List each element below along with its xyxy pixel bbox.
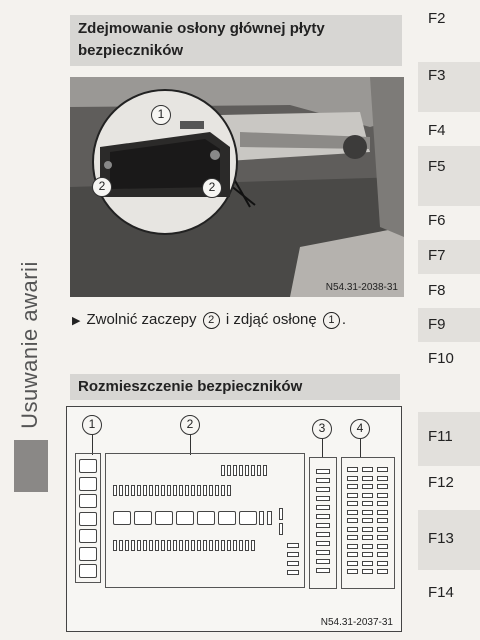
fuse (362, 493, 373, 498)
instruction-ref-circle: 2 (203, 312, 220, 329)
fuse (347, 569, 358, 574)
maxi-fuse (197, 511, 215, 525)
diagram-callout: 3 (312, 419, 332, 439)
fuse (377, 484, 388, 489)
fuse (377, 467, 388, 472)
fuse (347, 467, 358, 472)
fuse (185, 485, 189, 496)
maxi-fuse (218, 511, 236, 525)
callout-leader (360, 439, 361, 457)
relay (79, 529, 97, 543)
relay (79, 564, 97, 578)
fuse (173, 540, 177, 551)
fuse (287, 552, 299, 557)
fuse (161, 485, 165, 496)
fuse (287, 561, 299, 566)
fuse (347, 527, 358, 532)
maxi-fuse (176, 511, 194, 525)
fuse (173, 485, 177, 496)
maxi-fuse (239, 511, 257, 525)
fuse (203, 540, 207, 551)
fuse (221, 485, 225, 496)
fuse (143, 485, 147, 496)
fuse (149, 540, 153, 551)
bullet-triangle-icon: ▶ (72, 315, 81, 327)
fuse (221, 540, 225, 551)
fuse (377, 527, 388, 532)
fuse (347, 544, 358, 549)
fuse (239, 540, 243, 551)
fuse (179, 540, 183, 551)
fuse (362, 476, 373, 481)
fuse (316, 469, 330, 474)
fuse (279, 508, 283, 520)
fuse-tab[interactable]: F4 (428, 122, 446, 139)
fuse (316, 559, 330, 564)
fuse-tab[interactable]: F2 (428, 10, 446, 27)
fuse (377, 544, 388, 549)
fuse (227, 540, 231, 551)
fuse-tab[interactable]: F10 (428, 350, 454, 367)
fuse (137, 540, 141, 551)
fuse-tab[interactable]: F8 (428, 282, 446, 299)
fuse (362, 527, 373, 532)
fuse (347, 552, 358, 557)
fuse (377, 535, 388, 540)
relay (79, 459, 97, 473)
fuse (377, 501, 388, 506)
fuse (347, 484, 358, 489)
section-title-fuse-layout: Rozmieszczenie bezpieczników (70, 374, 400, 400)
fuse (239, 465, 243, 476)
fuse-layout-diagram (66, 406, 402, 632)
fuse (167, 540, 171, 551)
fuse (155, 485, 159, 496)
fuse (362, 552, 373, 557)
fuse (131, 540, 135, 551)
fuse (155, 540, 159, 551)
fuse (119, 540, 123, 551)
fuse (215, 485, 219, 496)
relay (79, 477, 97, 491)
fuse-index-column (418, 0, 480, 640)
fuse (316, 550, 330, 555)
fuse (316, 478, 330, 483)
photo-callout: 2 (202, 178, 222, 198)
fuse (245, 540, 249, 551)
fuse (113, 485, 117, 496)
callout-leader (322, 439, 323, 457)
fuse (362, 569, 373, 574)
fuse (131, 485, 135, 496)
fuse (267, 511, 272, 525)
fuse (362, 501, 373, 506)
instruction-line (72, 311, 346, 329)
fuse-tab[interactable]: F7 (418, 240, 480, 274)
fuse-tab[interactable]: F5 (418, 146, 480, 206)
maxi-fuse (113, 511, 131, 525)
fuse (179, 485, 183, 496)
section-side-label (10, 255, 50, 435)
fuse (347, 476, 358, 481)
photo-callout: 1 (151, 105, 171, 125)
fuse (161, 540, 165, 551)
fuse (287, 543, 299, 548)
callout-leader (190, 435, 191, 455)
diagram-callout: 4 (350, 419, 370, 439)
fuse (362, 484, 373, 489)
fuse (377, 569, 388, 574)
fuse (377, 476, 388, 481)
fuse (347, 535, 358, 540)
maxi-fuse (134, 511, 152, 525)
diagram-callout: 1 (82, 415, 102, 435)
fuse (377, 518, 388, 523)
fuse (263, 465, 267, 476)
fuse-tab[interactable]: F3 (418, 62, 480, 112)
fuse (347, 501, 358, 506)
fuse (316, 532, 330, 537)
fuse (316, 505, 330, 510)
fuse (227, 465, 231, 476)
fuse (377, 561, 388, 566)
fuse (143, 540, 147, 551)
fuse (347, 510, 358, 515)
callout-leader (92, 435, 93, 455)
fuse (203, 485, 207, 496)
fuse (167, 485, 171, 496)
fuse (191, 485, 195, 496)
photo-reference-code: N54.31-2038-31 (325, 282, 398, 293)
fuse (316, 568, 330, 573)
fuse (197, 485, 201, 496)
fuse (287, 570, 299, 575)
fuse (233, 465, 237, 476)
fuse-tab[interactable]: F11 (418, 412, 480, 466)
relay (79, 512, 97, 526)
fuse (316, 514, 330, 519)
dashboard-photo-drawing (70, 77, 404, 297)
relay (79, 547, 97, 561)
fuse (119, 485, 123, 496)
fuse-tab[interactable]: F9 (418, 308, 480, 342)
fuse (377, 493, 388, 498)
fuse-tab[interactable]: F6 (428, 212, 446, 229)
fuse-tab[interactable]: F14 (428, 584, 454, 601)
fuse (113, 540, 117, 551)
fuse (362, 518, 373, 523)
fuse (191, 540, 195, 551)
fuse (347, 561, 358, 566)
fuse (316, 496, 330, 501)
instruction-ref-circle: 1 (323, 312, 340, 329)
instruction-prefix: Zwolnić zaczepy (86, 311, 197, 328)
fuse (362, 544, 373, 549)
fuse-tab[interactable]: F13 (418, 510, 480, 570)
fuse (209, 485, 213, 496)
fuse (197, 540, 201, 551)
relay (79, 494, 97, 508)
maxi-fuse (155, 511, 173, 525)
fuse (347, 493, 358, 498)
fuse (362, 510, 373, 515)
fuse (362, 561, 373, 566)
instruction-suffix: . (341, 311, 347, 328)
section-side-label-text: Usuwanie awarii (17, 261, 42, 429)
diagram-reference-code: N54.31-2037-31 (320, 617, 393, 628)
photo-callout: 2 (92, 177, 112, 197)
fuse (125, 485, 129, 496)
fuse-tab[interactable]: F12 (428, 474, 454, 491)
fuse (185, 540, 189, 551)
fuse (316, 523, 330, 528)
fuse (215, 540, 219, 551)
fuse (377, 510, 388, 515)
fuse (233, 540, 237, 551)
instruction-middle: i zdjąć osłonę (225, 311, 317, 328)
fuse (209, 540, 213, 551)
fuse (347, 518, 358, 523)
fuse (316, 541, 330, 546)
fuse (316, 487, 330, 492)
fuse (245, 465, 249, 476)
diagram-callout: 2 (180, 415, 200, 435)
fuse (227, 485, 231, 496)
section-thumb-tab (14, 440, 48, 492)
dashboard-photo (70, 77, 404, 297)
fuse (377, 552, 388, 557)
fuse (257, 465, 261, 476)
fuse (149, 485, 153, 496)
fuse (362, 535, 373, 540)
fuse (259, 511, 264, 525)
fuse (362, 467, 373, 472)
fuse (251, 465, 255, 476)
fuse (137, 485, 141, 496)
fuse (221, 465, 225, 476)
section-title-cover-removal: Zdejmowanie osłony głównej płyty bezpieczników (70, 15, 402, 66)
fuse (251, 540, 255, 551)
fuse (125, 540, 129, 551)
fuse (279, 523, 283, 535)
